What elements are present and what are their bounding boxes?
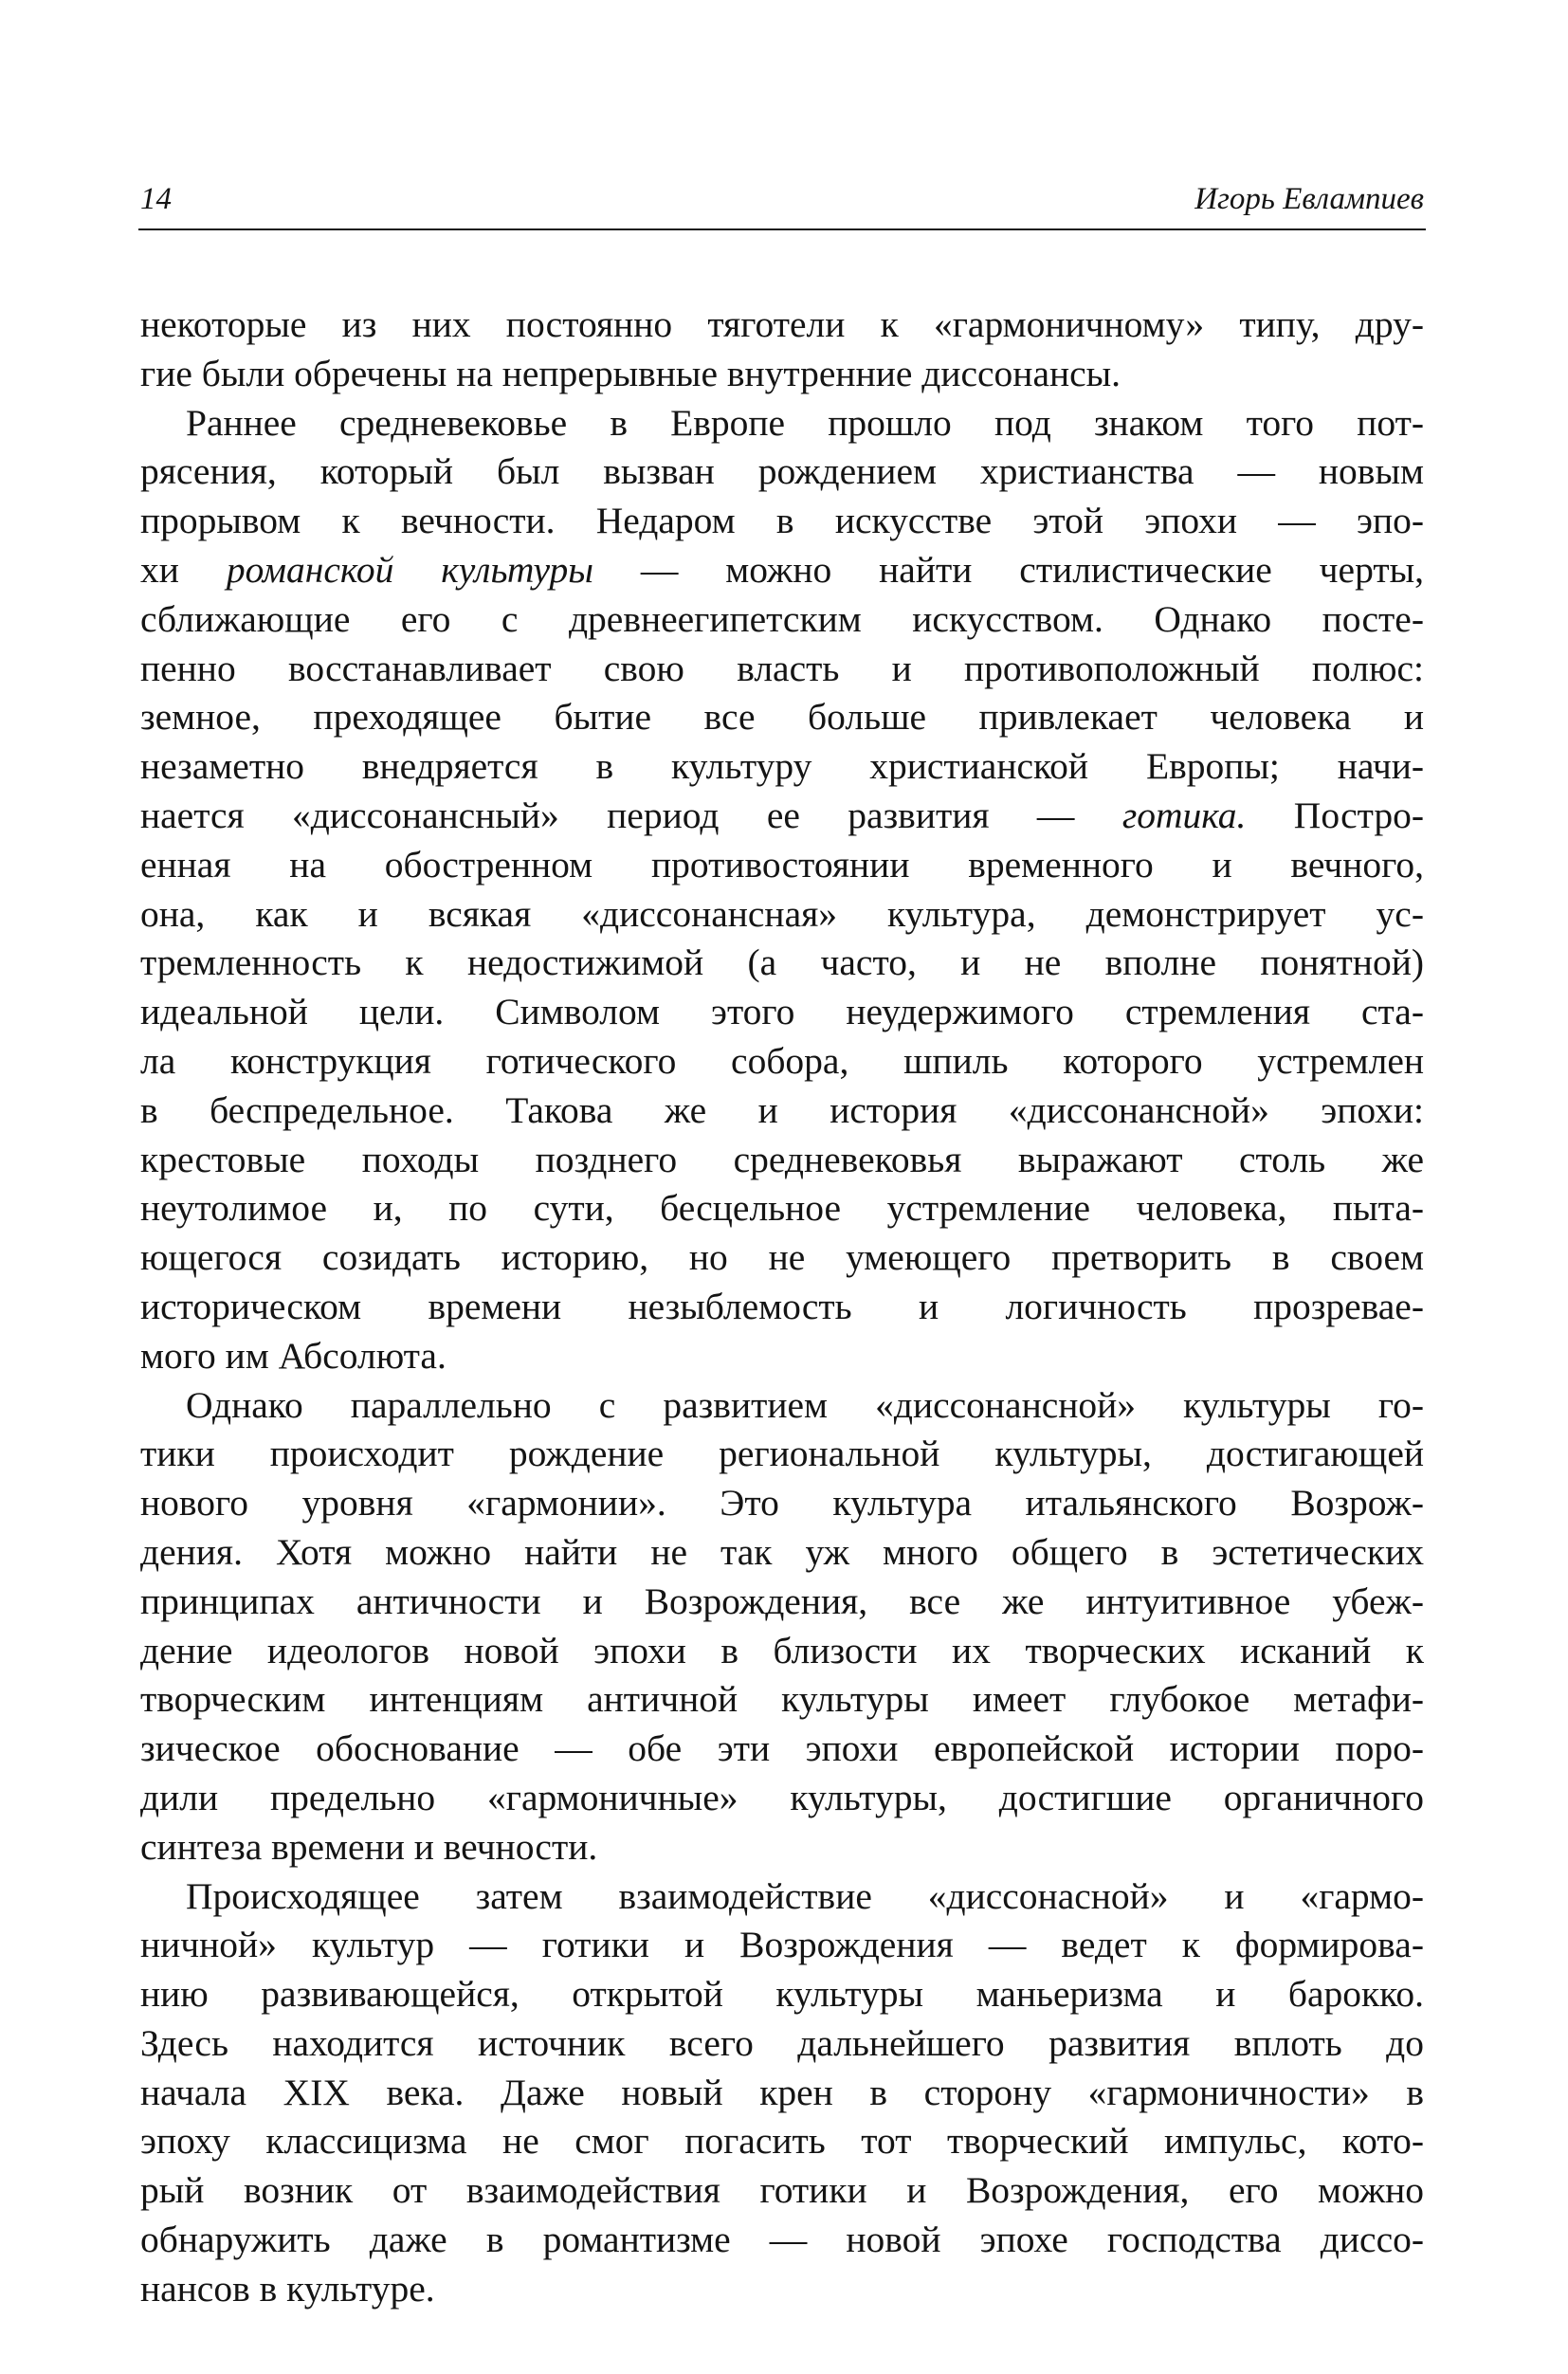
text-line: некоторые из них постоянно тяготели к «гармоничному» типу, дру- bbox=[140, 303, 1424, 345]
text-line: начала XIX века. Даже новый крен в сторону «гармоничности» в bbox=[140, 2071, 1424, 2113]
text-line: гие были обречены на непрерывные внутренние диссонансы. bbox=[140, 352, 1121, 394]
text-line: прорывом к вечности. Недаром в искусстве этой эпохи — эпо- bbox=[140, 500, 1424, 542]
text-line: нансов в культуре. bbox=[140, 2267, 435, 2310]
paragraph-3 bbox=[140, 1381, 1424, 1872]
text-line: рый возник от взаимодействия готики и Возрождения, его можно bbox=[140, 2169, 1424, 2212]
text-line: крестовые походы позднего средневековья выражают столь же bbox=[140, 1138, 1424, 1180]
text-line: в беспредельное. Такова же и история «диссонансной» эпохи: bbox=[140, 1088, 1424, 1131]
text-line: тики происходит рождение региональной культуры, достигающей bbox=[140, 1433, 1424, 1475]
text-fragment: — можно найти стилистические черты, bbox=[593, 548, 1424, 591]
text-line: ющегося созидать историю, но не умеющего претворить в своем bbox=[140, 1236, 1424, 1279]
text-fragment: Постро- bbox=[1246, 794, 1424, 836]
text-line: пенно восстанавливает свою власть и противоположный полюс: bbox=[140, 647, 1424, 689]
header-rule bbox=[138, 228, 1426, 230]
text-line: идеальной цели. Символом этого неудержимого стремления ста- bbox=[140, 991, 1424, 1033]
text-line: дения. Хотя можно найти не так уж много общего в эстетических bbox=[140, 1530, 1424, 1573]
italic-term: готика. bbox=[1121, 794, 1247, 836]
paragraph-1 bbox=[140, 301, 1424, 399]
text-line: дили предельно «гармоничные» культуры, достигшие органичного bbox=[140, 1776, 1424, 1818]
text-line: рясения, который был вызван рождением христианства — новым bbox=[140, 450, 1424, 493]
text-line: нию развивающейся, открытой культуры маньеризма и барокко. bbox=[140, 1973, 1424, 2016]
running-head-author: Игорь Евлампиев bbox=[1194, 182, 1424, 216]
text-line: синтеза времени и вечности. bbox=[140, 1825, 598, 1868]
text-fragment: хи bbox=[140, 548, 227, 591]
text-line: неутолимое и, по сути, бесцельное устремление человека, пыта- bbox=[140, 1187, 1424, 1230]
text-line: Однако параллельно с развитием «диссонансной» культуры го- bbox=[186, 1383, 1424, 1426]
text-line: историческом времени незыблемость и логичность прозревае- bbox=[140, 1285, 1424, 1327]
text-line: незаметно внедряется в культуру христианской Европы; начи- bbox=[140, 745, 1424, 788]
running-head bbox=[140, 174, 1424, 224]
text-line: Происходящее затем взаимодействие «диссонасной» и «гармо- bbox=[186, 1874, 1424, 1917]
text-line: земное, преходящее бытие все больше привлекает человека и bbox=[140, 696, 1424, 739]
text-line: дение идеологов новой эпохи в близости их творческих исканий к bbox=[140, 1629, 1424, 1671]
text-line: тремленность к недостижимой (а часто, и не вполне понятной) bbox=[140, 941, 1424, 984]
text-line: ничной» культур — готики и Возрождения — ведет к формирова- bbox=[140, 1924, 1424, 1966]
page-number: 14 bbox=[140, 182, 172, 216]
text-line: ла конструкция готического собора, шпиль которого устремлен bbox=[140, 1039, 1424, 1082]
text-line: Раннее средневековье в Европе прошло под знаком того пот- bbox=[186, 401, 1424, 444]
text-line: принципах античности и Возрождения, все же интуитивное убеж- bbox=[140, 1580, 1424, 1622]
body-text bbox=[140, 301, 1424, 2314]
text-line: зическое обоснование — обе эти эпохи европейской истории поро- bbox=[140, 1727, 1424, 1770]
paragraph-4 bbox=[140, 1872, 1424, 2314]
text-line: нового уровня «гармонии». Это культура итальянского Возрож- bbox=[140, 1482, 1424, 1525]
text-fragment: нается «диссонансный» период ее развития — bbox=[140, 794, 1122, 836]
text-line: обнаружить даже в романтизме — новой эпохе господства диссо- bbox=[140, 2219, 1424, 2261]
text-line: енная на обостренном противостоянии временного и вечного, bbox=[140, 843, 1424, 886]
text-line: Здесь находится источник всего дальнейшего развития вплоть до bbox=[140, 2021, 1424, 2064]
text-line-mixed bbox=[140, 546, 1424, 595]
paragraph-2 bbox=[140, 399, 1424, 1381]
text-line: мого им Абсолюта. bbox=[140, 1334, 447, 1377]
text-line-mixed bbox=[140, 792, 1424, 841]
text-line: эпоху классицизма не смог погасить тот творческий импульс, кото- bbox=[140, 2120, 1424, 2163]
text-line: она, как и всякая «диссонансная» культура, демонстрирует ус- bbox=[140, 892, 1424, 935]
text-line: творческим интенциям античной культуры имеет глубокое метафи- bbox=[140, 1678, 1424, 1721]
italic-term: романской культуры bbox=[226, 548, 593, 591]
text-line: сближающие его с древнеегипетским искусством. Однако посте- bbox=[140, 597, 1424, 640]
